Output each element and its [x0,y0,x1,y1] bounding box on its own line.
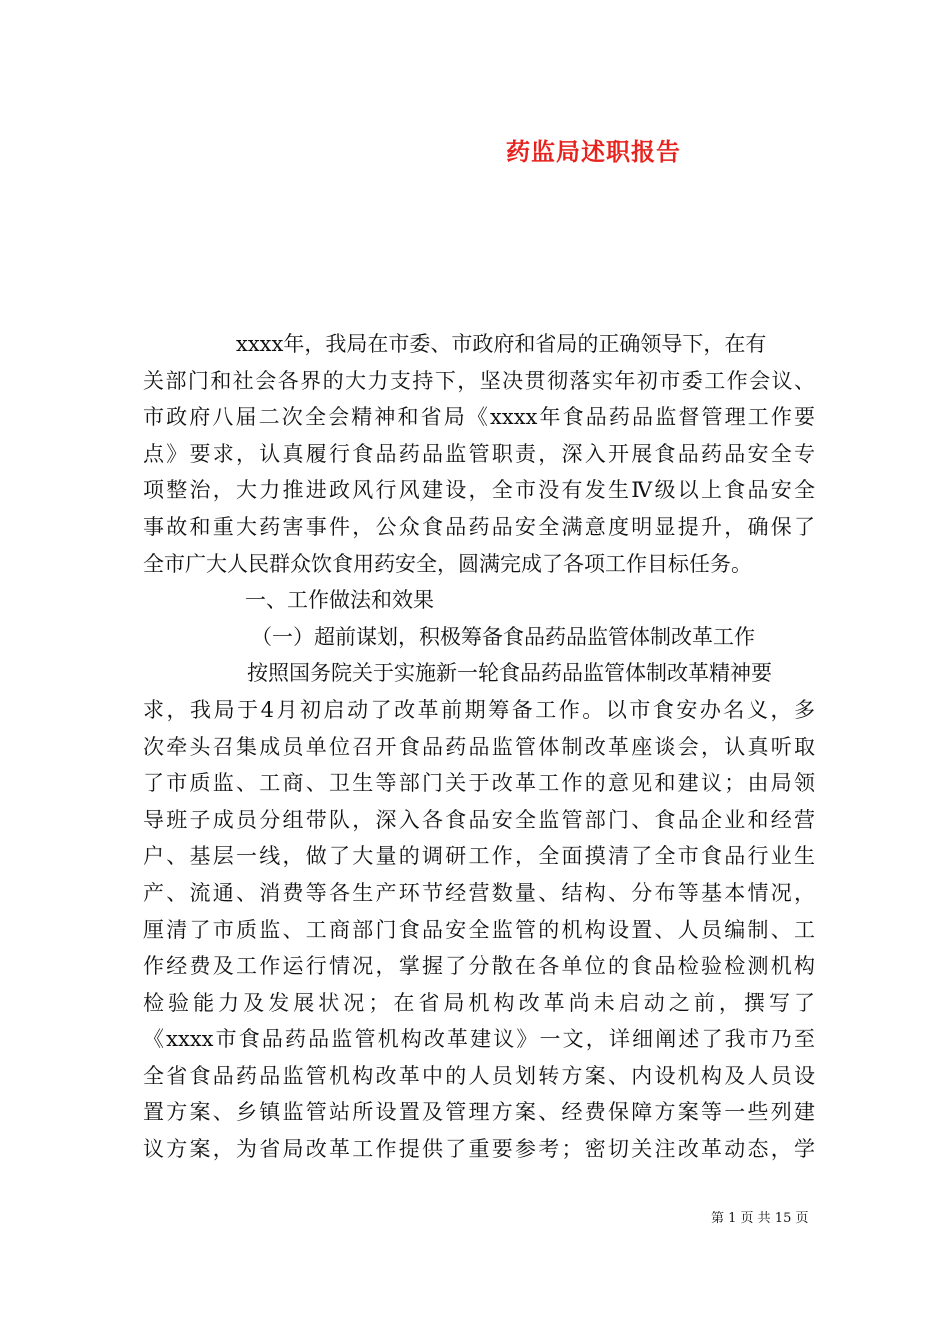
paragraph-line: 点》要求，认真履行食品药品监管职责，深入开展食品药品安全专 [143,441,815,466]
paragraph-line: 导班子成员分组带队，深入各食品安全监管部门、食品企业和经营 [143,807,815,832]
paragraph-line: 市政府八届二次全会精神和省局《xxxx年食品药品监督管理工作要 [143,405,815,430]
paragraph-line: 检验能力及发展状况；在省局机构改革尚未启动之前，撰写了 [143,990,815,1015]
paragraph-line: xxxx年，我局在市委、市政府和省局的正确领导下，在有 [236,332,767,356]
paragraph-line: 按照国务院关于实施新一轮食品药品监管体制改革精神要 [247,661,772,686]
paragraph-line: 全市广大人民群众饮食用药安全，圆满完成了各项工作目标任务。 [143,551,752,576]
paragraph-line: 产、流通、消费等各生产环节经营数量、结构、分布等基本情况， [143,880,815,905]
paragraph-line: 事故和重大药害事件，公众食品药品安全满意度明显提升，确保了 [143,514,815,539]
subsection-heading: （一）超前谋划，积极筹备食品药品监管体制改革工作 [251,624,755,649]
paragraph-line: 户、基层一线，做了大量的调研工作，全面摸清了全市食品行业生 [143,844,815,869]
page-number-footer: 第 1 页 共 15 页 [711,1211,809,1226]
paragraph-line: 《xxxx市食品药品监管机构改革建议》一文，详细阐述了我市乃至 [143,1027,815,1052]
paragraph-line: 厘清了市质监、工商部门食品安全监管的机构设置、人员编制、工 [143,917,815,942]
document-body [143,326,815,1168]
paragraph-line: 作经费及工作运行情况，掌握了分散在各单位的食品检验检测机构 [143,954,815,979]
paragraph-line: 置方案、乡镇监管站所设置及管理方案、经费保障方案等一些列建 [143,1100,815,1125]
paragraph-line: 求，我局于4月初启动了改革前期筹备工作。以市食安办名义，多 [143,697,815,722]
section-heading: 一、工作做法和效果 [245,588,434,613]
paragraph-line: 了市质监、工商、卫生等部门关于改革工作的意见和建议；由局领 [143,771,815,796]
paragraph-line: 项整治，大力推进政风行风建设，全市没有发生Ⅳ级以上食品安全 [143,478,815,503]
paragraph-line: 次牵头召集成员单位召开食品药品监管体制改革座谈会，认真听取 [143,734,815,759]
document-title: 药监局述职报告 [506,137,681,166]
paragraph-line: 议方案，为省局改革工作提供了重要参考；密切关注改革动态，学 [143,1137,815,1162]
paragraph-line: 全省食品药品监管机构改革中的人员划转方案、内设机构及人员设 [143,1063,815,1088]
paragraph-line: 关部门和社会各界的大力支持下，坚决贯彻落实年初市委工作会议、 [143,368,815,393]
